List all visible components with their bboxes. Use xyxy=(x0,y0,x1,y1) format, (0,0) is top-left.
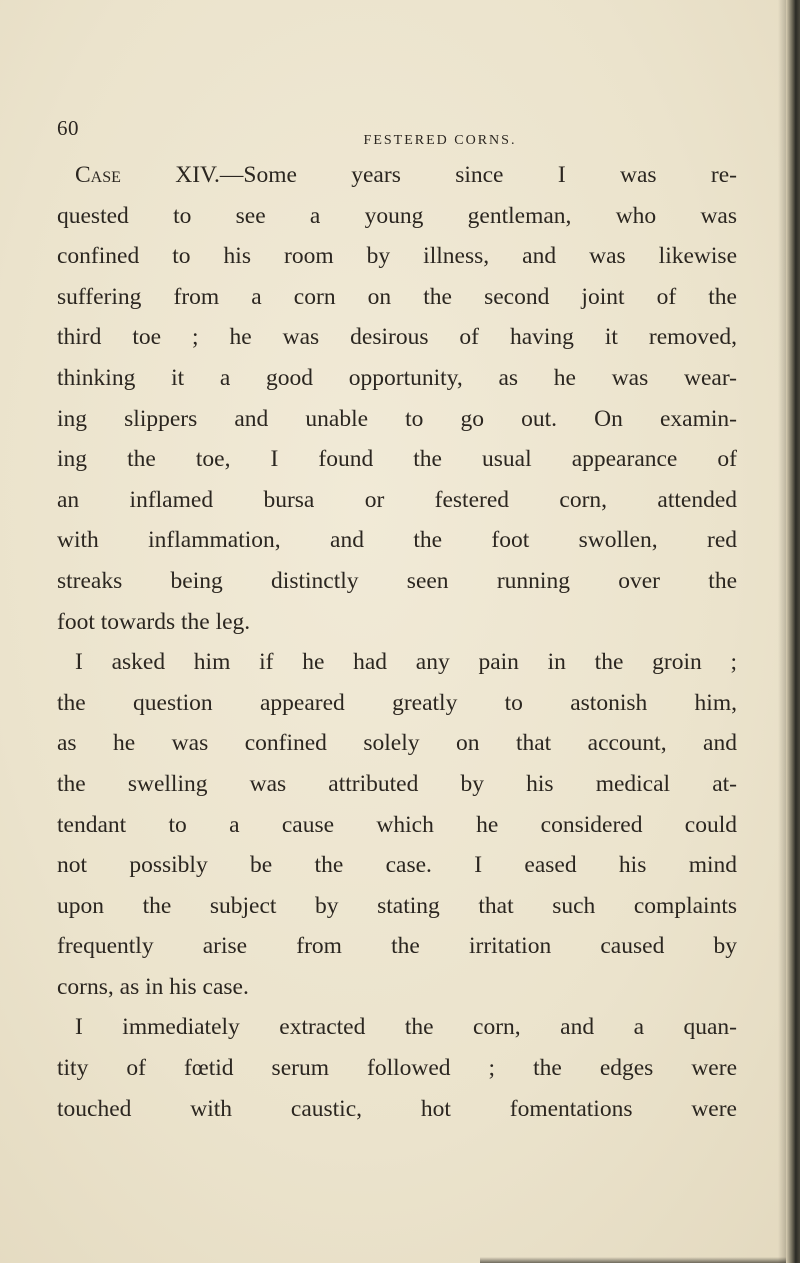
page-number: 60 xyxy=(57,116,79,140)
text-line: third toe ; he was desirous of having it removed, xyxy=(57,324,737,351)
text-line: frequently arise from the irritation caused by xyxy=(57,933,737,960)
text-line: the question appeared greatly to astonish him, xyxy=(57,689,737,716)
text-line: upon the subject by stating that such complaints xyxy=(57,892,737,919)
text-line: I immediately extracted the corn, and a quan- xyxy=(75,1014,737,1041)
text-line: ing the toe, I found the usual appearance of xyxy=(57,446,737,473)
text-line: quested to see a young gentleman, who was xyxy=(57,202,737,229)
text-line: tendant to a cause which he considered could xyxy=(57,811,737,838)
running-head: FESTERED CORNS. xyxy=(363,133,517,148)
text-line: streaks being distinctly seen running over the xyxy=(57,567,737,594)
page-bottom-shadow xyxy=(480,1257,786,1263)
text-line: thinking it a good opportunity, as he was wear- xyxy=(57,364,737,391)
text-line: not possibly be the case. I eased his mind xyxy=(57,852,737,879)
body-text xyxy=(57,155,737,1129)
text-line: the swelling was attributed by his medical at- xyxy=(57,770,737,797)
text-line: an inflamed bursa or festered corn, attended xyxy=(57,486,737,513)
book-spine xyxy=(786,0,800,1263)
text-line: suffering from a corn on the second joint of the xyxy=(57,283,737,310)
case-label: Case xyxy=(75,162,121,188)
text-line: tity of fœtid serum followed ; the edges were xyxy=(57,1055,737,1082)
text-line: touched with caustic, hot fomentations were xyxy=(57,1095,737,1122)
text-line: Case XIV.—Some years since I was re- xyxy=(75,162,737,188)
text-line: ing slippers and unable to go out. On examin- xyxy=(57,405,737,432)
text-line: as he was confined solely on that account, and xyxy=(57,730,737,757)
spine-shadow xyxy=(778,0,786,1263)
text-line: foot towards the leg. xyxy=(57,608,251,635)
text-line: with inflammation, and the foot swollen, red xyxy=(57,527,737,554)
text-line: confined to his room by illness, and was likewise xyxy=(57,243,737,270)
text-line: corns, as in his case. xyxy=(57,973,249,1000)
text-line: I asked him if he had any pain in the groin ; xyxy=(75,649,737,676)
